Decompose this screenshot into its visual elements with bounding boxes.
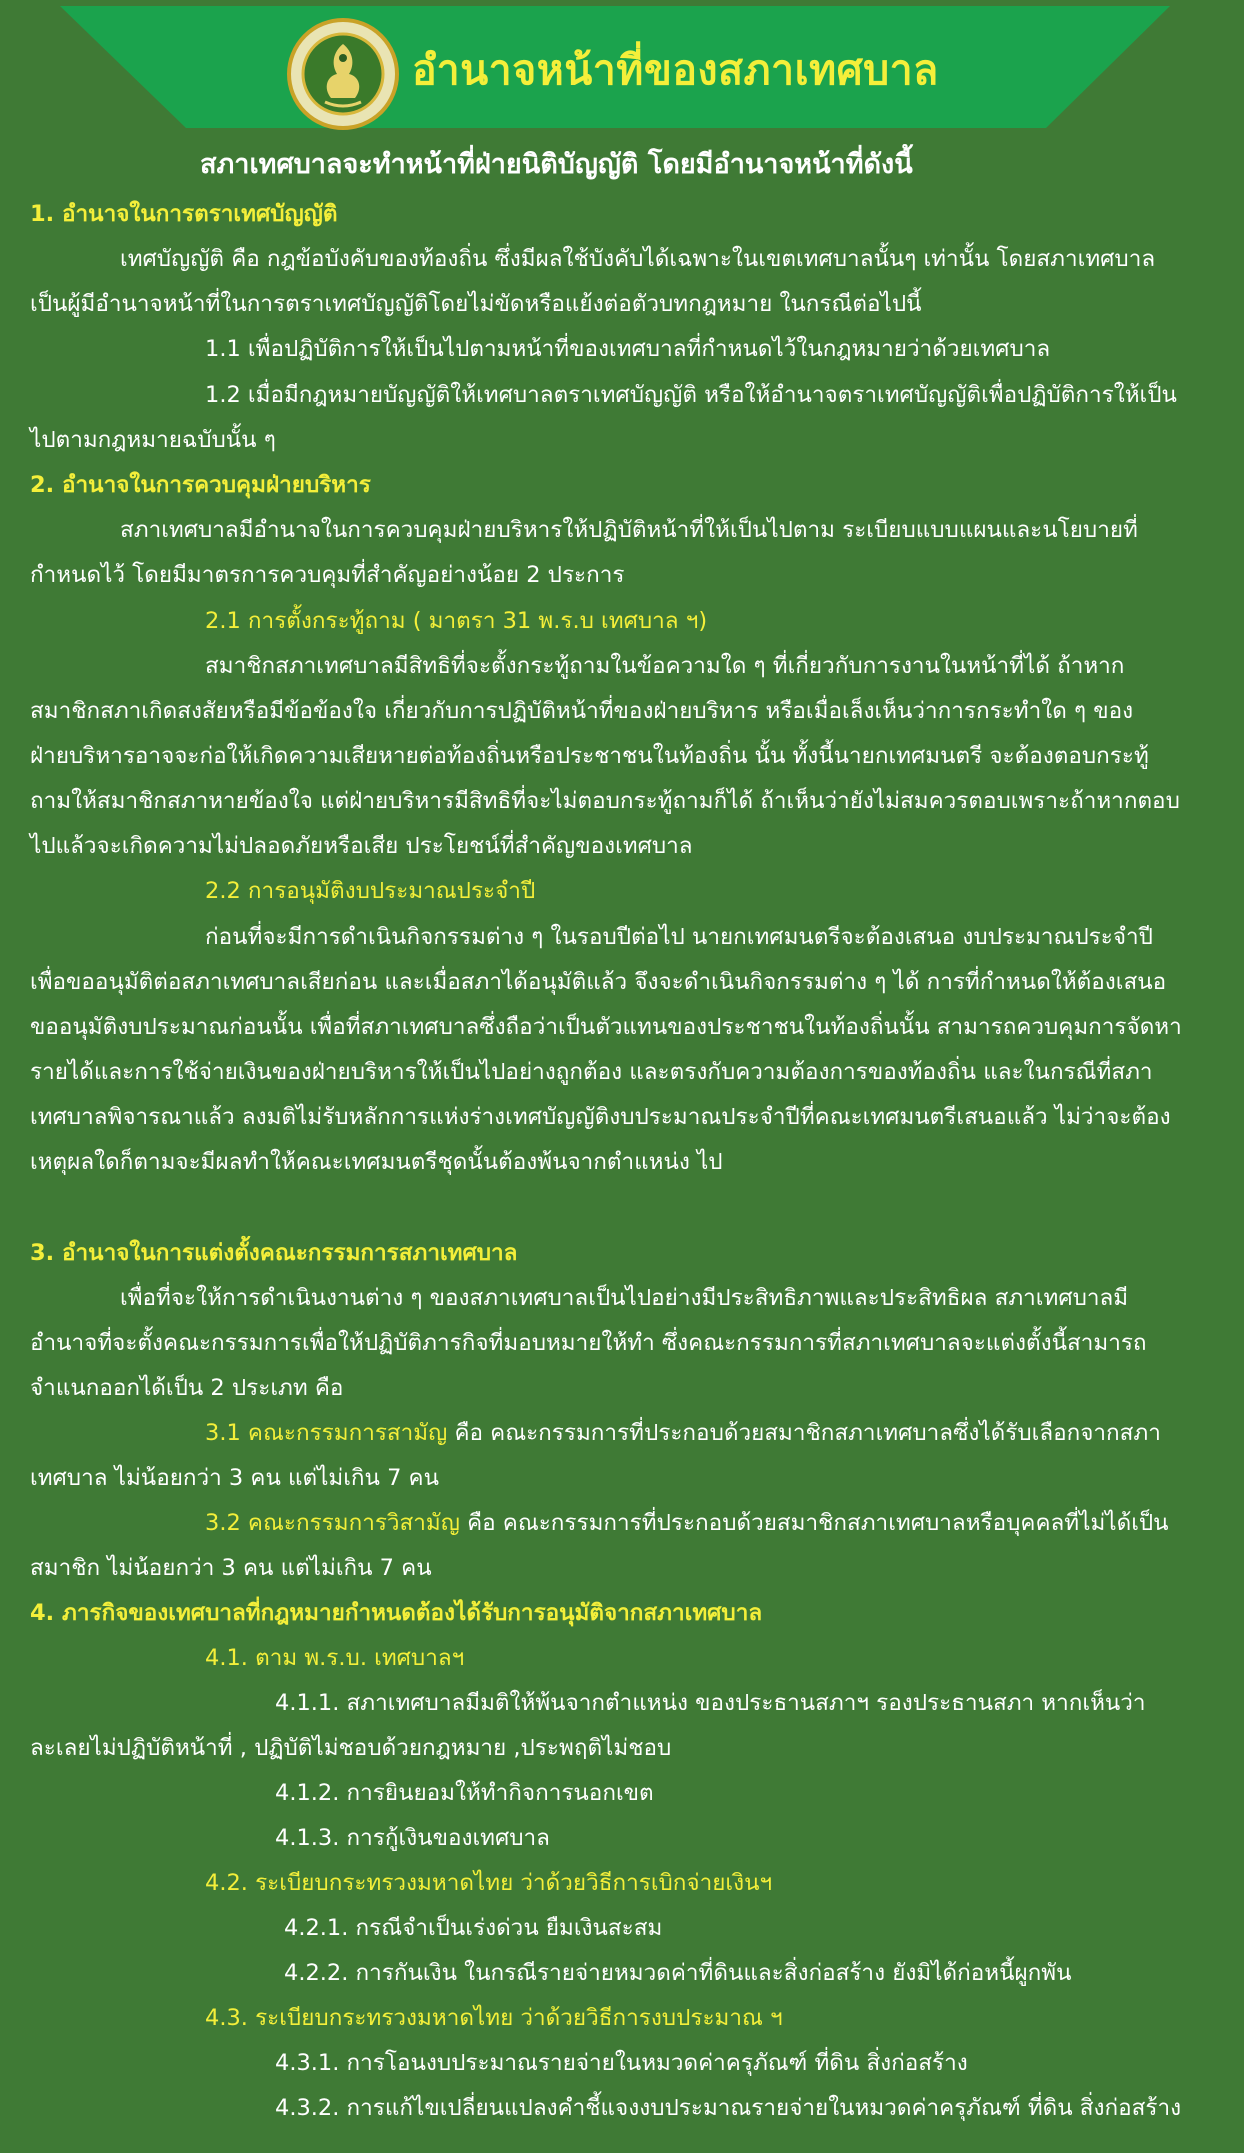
term-definition: คือ คณะกรรมการที่ประกอบด้วยสมาชิกสภาเทศบาลซึ่งได้รับเลือกจากสภา	[447, 1420, 1161, 1446]
subsection-heading-4-3: 4.3. ระเบียบกระทรวงมหาดไทย ว่าด้วยวิธีการงบประมาณ ฯ	[205, 2005, 783, 2031]
page-title: อำนาจหน้าที่ของสภาเทศบาล	[412, 46, 939, 94]
list-item: 1.1 เพื่อปฏิบัติการให้เป็นไปตามหน้าที่ของเทศบาลที่กำหนดไว้ในกฎหมายว่าด้วยเทศบาล	[205, 336, 1051, 362]
list-item: 4.1.1. สภาเทศบาลมีมติให้พ้นจากตำแหน่ง ของประธานสภาฯ รองประธานสภา หากเห็นว่า	[275, 1690, 1146, 1716]
list-item: 4.1.3. การกู้เงินของเทศบาล	[275, 1825, 550, 1851]
paragraph-line: ไปแล้วจะเกิดความไม่ปลอดภัยหรือเสีย ประโยชน์ที่สำคัญของเทศบาล	[30, 833, 693, 859]
paragraph-line: จำแนกออกได้เป็น 2 ประเภท คือ	[30, 1375, 344, 1401]
term-label: 3.1 คณะกรรมการสามัญ	[205, 1420, 448, 1446]
term-definition: คือ คณะกรรมการที่ประกอบด้วยสมาชิกสภาเทศบาลหรือบุคคลที่ไม่ได้เป็น	[459, 1510, 1169, 1536]
paragraph-line: ไปตามกฎหมายฉบับนั้น ๆ	[30, 427, 276, 453]
list-item	[205, 1418, 1161, 1448]
paragraph-line: รายได้และการใช้จ่ายเงินของฝ่ายบริหารให้เป็นไปอย่างถูกต้อง และตรงกับความต้องการของท้องถิ่น และในกรณีที่สภา	[30, 1059, 1153, 1085]
paragraph-line: ขออนุมัติงบประมาณก่อนนั้น เพื่อที่สภาเทศบาลซึ่งถือว่าเป็นตัวแทนของประชาชนในท้องถิ่นนั้น สามารถควบคุมการจัดหา	[30, 1014, 1182, 1040]
paragraph-line: อำนาจที่จะตั้งคณะกรรมการเพื่อให้ปฏิบัติภารกิจที่มอบหมายให้ทำ ซึ่งคณะกรรมการที่สภาเทศบาลจะแต่งตั้งนี้สามารถ	[30, 1330, 1147, 1356]
paragraph-line: ละเลยไม่ปฏิบัติหน้าที่ , ปฏิบัติไม่ชอบด้วยกฎหมาย ,ประพฤติไม่ชอบ	[30, 1735, 672, 1761]
intro-subtitle: สภาเทศบาลจะทำหน้าที่ฝ่ายนิติบัญญัติ โดยมีอำนาจหน้าที่ดังนี้	[200, 149, 913, 180]
paragraph-line: สมาชิก ไม่น้อยกว่า 3 คน แต่ไม่เกิน 7 คน	[30, 1555, 432, 1581]
municipality-seal-logo	[287, 18, 399, 130]
paragraph-line: สมาชิกสภาเทศบาลมีสิทธิที่จะตั้งกระทู้ถามในข้อความใด ๆ ที่เกี่ยวกับการงานในหน้าที่ได้ ถ้าหาก	[205, 653, 1125, 679]
term-label: 3.2 คณะกรรมการวิสามัญ	[205, 1510, 460, 1536]
subsection-heading-2-1: 2.1 การตั้งกระทู้ถาม ( มาตรา 31 พ.ร.บ เทศบาล ฯ)	[205, 608, 708, 634]
paragraph-line: เทศบาลพิจารณาแล้ว ลงมติไม่รับหลักการแห่งร่างเทศบัญญัติงบประมาณประจำปีที่คณะเทศมนตรีเสนอแล้ว ไม่ว่าจะต้อง	[30, 1104, 1171, 1130]
list-item	[205, 1508, 1169, 1538]
paragraph-line: ก่อนที่จะมีการดำเนินกิจกรรมต่าง ๆ ในรอบปีต่อไป นายกเทศมนตรีจะต้องเสนอ งบประมาณประจำปี	[205, 924, 1153, 950]
paragraph-line: เพื่อขออนุมัติต่อสภาเทศบาลเสียก่อน และเมื่อสภาได้อนุมัติแล้ว จึงจะดำเนินกิจกรรมต่าง ๆ ได้ การที่กำหนดให้ต้องเสนอ	[30, 969, 1167, 995]
paragraph-line: เป็นผู้มีอำนาจหน้าที่ในการตราเทศบัญญัติโดยไม่ขัดหรือแย้งต่อตัวบทกฎหมาย ในกรณีต่อไปนี้	[30, 291, 922, 317]
paragraph-line: กำหนดไว้ โดยมีมาตรการควบคุมที่สำคัญอย่างน้อย 2 ประการ	[30, 562, 625, 588]
subsection-heading-4-2: 4.2. ระเบียบกระทรวงมหาดไทย ว่าด้วยวิธีการเบิกจ่ายเงินฯ	[205, 1870, 773, 1896]
section-heading-4: 4. ภารกิจของเทศบาลที่กฎหมายกำหนดต้องได้รับการอนุมัติจากสภาเทศบาล	[30, 1600, 763, 1626]
paragraph-line: สภาเทศบาลมีอำนาจในการควบคุมฝ่ายบริหารให้ปฏิบัติหน้าที่ให้เป็นไปตาม ระเบียบแบบแผนและนโยบายที่	[120, 517, 1138, 543]
paragraph-line: ฝ่ายบริหารอาจจะก่อให้เกิดความเสียหายต่อท้องถิ่นหรือประชาชนในท้องถิ่น นั้น ทั้งนี้นายกเทศมนตรี จะต้องตอบกระทู้	[30, 743, 1149, 769]
section-heading-3: 3. อำนาจในการแต่งตั้งคณะกรรมการสภาเทศบาล	[30, 1240, 518, 1266]
subsection-heading-4-1: 4.1. ตาม พ.ร.บ. เทศบาลฯ	[205, 1645, 465, 1671]
paragraph-line: เทศบัญญัติ คือ กฎข้อบังคับของท้องถิ่น ซึ่งมีผลใช้บังคับได้เฉพาะในเขตเทศบาลนั้นๆ เท่านั้น โดยสภาเทศบาล	[120, 246, 1156, 272]
section-heading-2: 2. อำนาจในการควบคุมฝ่ายบริหาร	[30, 472, 371, 498]
paragraph-line: เพื่อที่จะให้การดำเนินงานต่าง ๆ ของสภาเทศบาลเป็นไปอย่างมีประสิทธิภาพและประสิทธิผล สภาเทศบาลมี	[120, 1285, 1129, 1311]
paragraph-line: เหตุผลใดก็ตามจะมีผลทำให้คณะเทศมนตรีชุดนั้นต้องพ้นจากตำแหน่ง ไป	[30, 1149, 723, 1175]
list-item: 4.1.2. การยินยอมให้ทำกิจการนอกเขต	[275, 1780, 654, 1806]
list-item: 4.2.2. การกันเงิน ในกรณีรายจ่ายหมวดค่าที่ดินและสิ่งก่อสร้าง ยังมิได้ก่อหนี้ผูกพัน	[284, 1960, 1072, 1986]
paragraph-line: เทศบาล ไม่น้อยกว่า 3 คน แต่ไม่เกิน 7 คน	[30, 1465, 439, 1491]
list-item: 4.3.1. การโอนงบประมาณรายจ่ายในหมวดค่าครุภัณฑ์ ที่ดิน สิ่งก่อสร้าง	[275, 2050, 968, 2076]
subsection-heading-2-2: 2.2 การอนุมัติงบประมาณประจำปี	[205, 878, 536, 904]
list-item: 1.2 เมื่อมีกฎหมายบัญญัติให้เทศบาลตราเทศบัญญัติ หรือให้อำนาจตราเทศบัญญัติเพื่อปฏิบัติการให้เป็น	[205, 382, 1177, 408]
paragraph-line: ถามให้สมาชิกสภาหายข้องใจ แต่ฝ่ายบริหารมีสิทธิที่จะไม่ตอบกระทู้ถามก็ได้ ถ้าเห็นว่ายังไม่สมควรตอบเพราะถ้าหากตอบ	[30, 788, 1180, 814]
paragraph-line: สมาชิกสภาเกิดสงสัยหรือมีข้อข้องใจ เกี่ยวกับการปฏิบัติหน้าที่ของฝ่ายบริหาร หรือเมื่อเล็งเห็นว่าการกระทำใด ๆ ของ	[30, 698, 1134, 724]
section-heading-1: 1. อำนาจในการตราเทศบัญญัติ	[30, 201, 338, 227]
list-item: 4.2.1. กรณีจำเป็นเร่งด่วน ยืมเงินสะสม	[284, 1915, 663, 1941]
list-item: 4.3.2. การแก้ไขเปลี่ยนแปลงคำชี้แจงงบประมาณรายจ่ายในหมวดค่าครุภัณฑ์ ที่ดิน สิ่งก่อสร้าง	[275, 2095, 1182, 2121]
header-banner	[0, 0, 1244, 130]
